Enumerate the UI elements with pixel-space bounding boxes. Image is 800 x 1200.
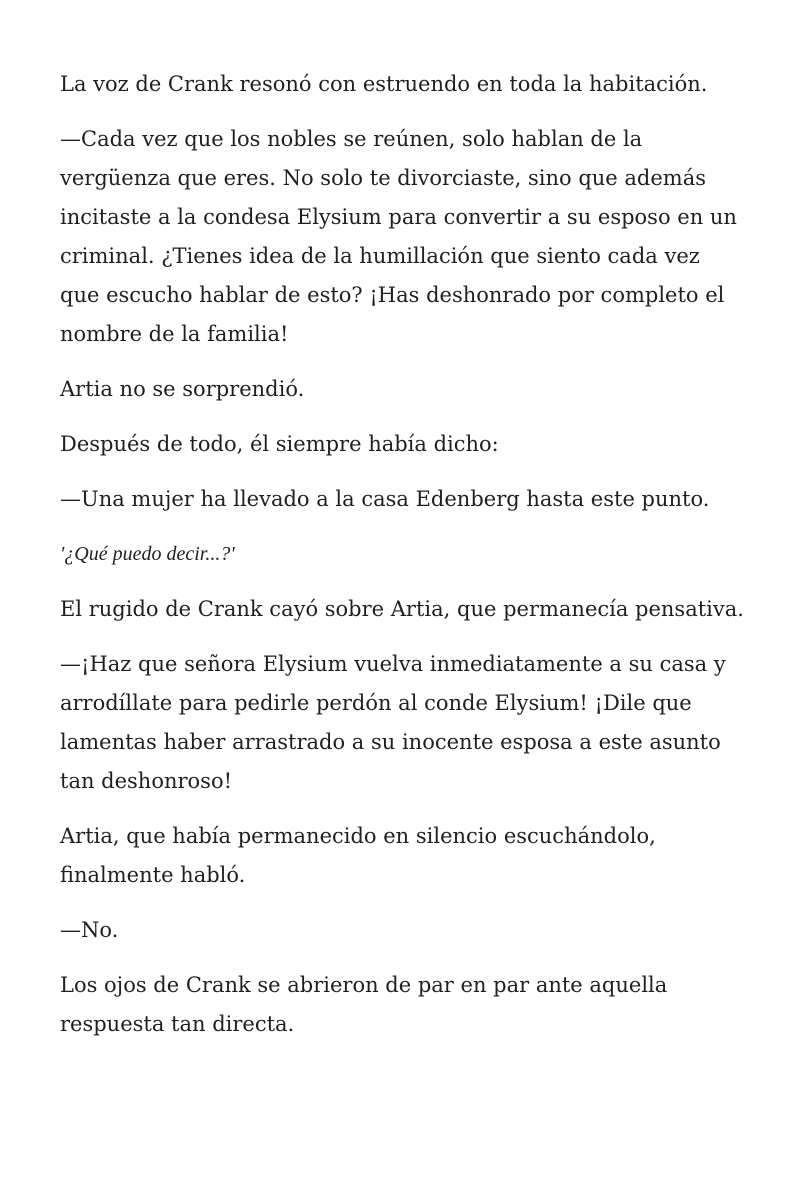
inner-thought: '¿Qué puedo decir...?': [60, 543, 235, 565]
paragraph-8: —¡Haz que señora Elysium vuelva inmediatamente a su casa y arrodíllate para pedirle perdón al conde Elysium! ¡Dile que lamentas haber arrastrado a su inocente esposa a este asunto tan deshonroso!: [60, 652, 726, 793]
paragraph-9: Artia, que había permanecido en silencio escuchándolo, finalmente habló.: [60, 824, 656, 887]
paragraph-1: La voz de Crank resonó con estruendo en toda la habitación.: [60, 72, 708, 96]
paragraph-7: El rugido de Crank cayó sobre Artia, que permanecía pensativa.: [60, 597, 744, 621]
paragraph-10: —No.: [60, 918, 119, 942]
paragraph-11: Los ojos de Crank se abrieron de par en par ante aquella respuesta tan directa.: [60, 973, 668, 1036]
paragraph-2: —Cada vez que los nobles se reúnen, solo hablan de la vergüenza que eres. No solo te divorciaste, sino que además incitaste a la condesa Elysium para convertir a su esposo en un criminal. ¿Tienes idea de la humillación que siento cada vez que escucho hablar de esto? ¡Has deshonrado por completo el nombre de la familia!: [60, 127, 737, 346]
paragraph-5: —Una mujer ha llevado a la casa Edenberg hasta este punto.: [60, 487, 710, 511]
paragraph-4: Después de todo, él siempre había dicho:: [60, 432, 499, 456]
paragraph-3: Artia no se sorprendió.: [60, 377, 305, 401]
